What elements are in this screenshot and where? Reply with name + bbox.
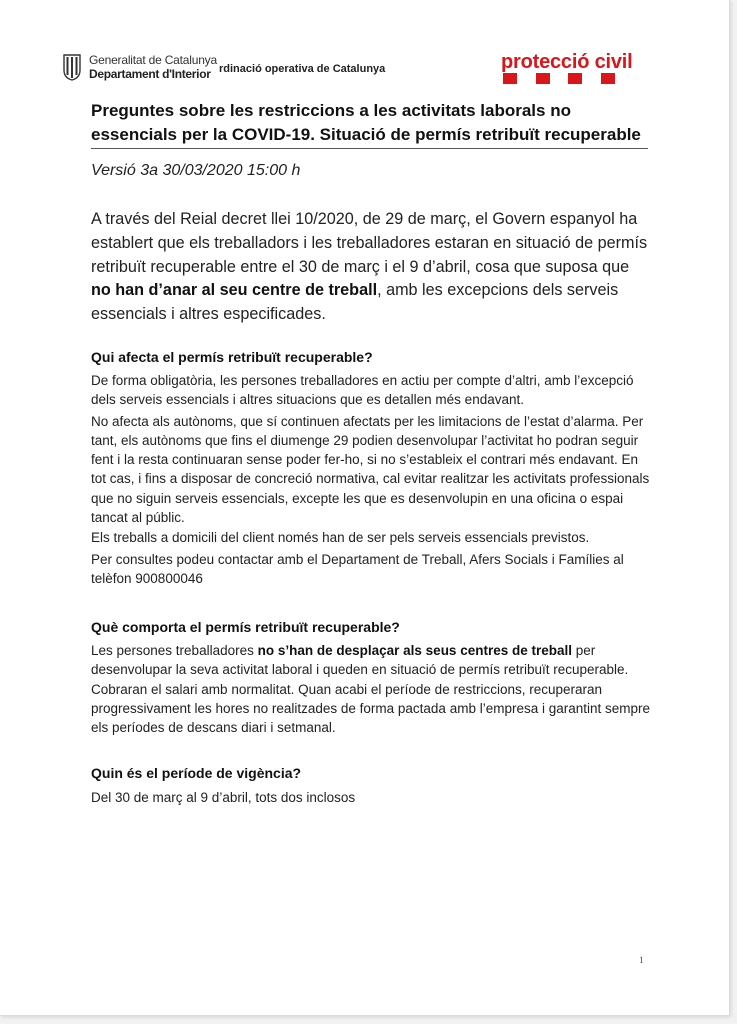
section-body-who [91,371,651,588]
section-heading-who: Qui afecta el permís retribuït recuperable? [91,349,373,365]
paragraph: Els treballs a domicili del client només han de ser pels serveis essencials previstos. [91,530,590,546]
section-body-period [91,788,651,807]
org-name-line2: Departament d'Interior [89,67,211,81]
paragraph: No afecta als autònoms, que sí continuen afectats per les limitacions de l’estat d’alarma. Per tant, els autònoms que fins el diumenge 29 podien desenvolupar l’activitat ho podran seguir fent i la resta continuaran sense poder fer-ho, si no s’estableix el contrari més endavant. En tot cas, i fins a disposar de concreció normativa, cal evitar realitzar les activitats professionals que no siguin serveis essencials, excepte les que es desenvolupin en una oficina o espai tancat al públic. [91,413,650,526]
section-heading-period: Quin és el període de vigència? [91,765,302,781]
intro-bold-text: no han d’anar al seu centre de treball [91,281,378,300]
generalitat-logo-icon [62,53,82,81]
paragraph-bold-text: no s’han de desplaçar als seus centres de treball [257,643,572,658]
page-number: 1 [639,955,644,965]
document-title: Preguntes sobre les restriccions a les activitats laborals no essencials per la COVID-19. Situació de permís retribuït recuperable [91,101,641,144]
paragraph-text-end: per desenvolupar la seva activitat laboral i queden en situació de permís retribuït recuperable. Cobraran el salari amb normalitat. Quan acabi el període de restriccions, recuperaran progressivament les hores no realitzades de forma pactada amb l’empresa i garantint sempre els períodes de descans diari i setmanal. [91,643,651,736]
intro-text: A través del Reial decret llei 10/2020, de 29 de març, el Govern espanyol ha establert que els treballadors i les treballadores estaran en situació de permís retribuït recuperable entre el 30 de març i el 9 d’abril, cosa que suposa que [91,210,648,276]
intro-text-end: , amb les excepcions dels serveis essencials i altres especificades. [91,281,619,324]
org-name-line1: Generalitat de Catalunya [89,53,217,67]
paragraph-text: Les persones treballadores [91,643,258,658]
section-heading-what: Què comporta el permís retribuït recuperable? [91,619,400,635]
title-divider [91,148,648,149]
proteccio-civil-squares-icon [503,73,643,85]
intro-paragraph [91,208,651,327]
section-body-what [91,641,651,737]
paragraph: De forma obligatòria, les persones treballadores en actiu per compte d’altri, amb l’excepció dels serveis essencials i altres situacions que es detallen més endavant. [91,373,634,408]
proteccio-civil-logo-text: protecció civil [501,51,633,73]
paragraph: Del 30 de març al 9 d’abril, tots dos inclosos [91,790,356,805]
document-version: Versió 3a 30/03/2020 15:00 h [91,162,301,179]
paragraph: Per consultes podeu contactar amb el Departament de Treball, Afers Socials i Famílies al telèfon 900800046 [91,551,624,586]
coordination-label: rdinació operativa de Catalunya [219,63,386,75]
